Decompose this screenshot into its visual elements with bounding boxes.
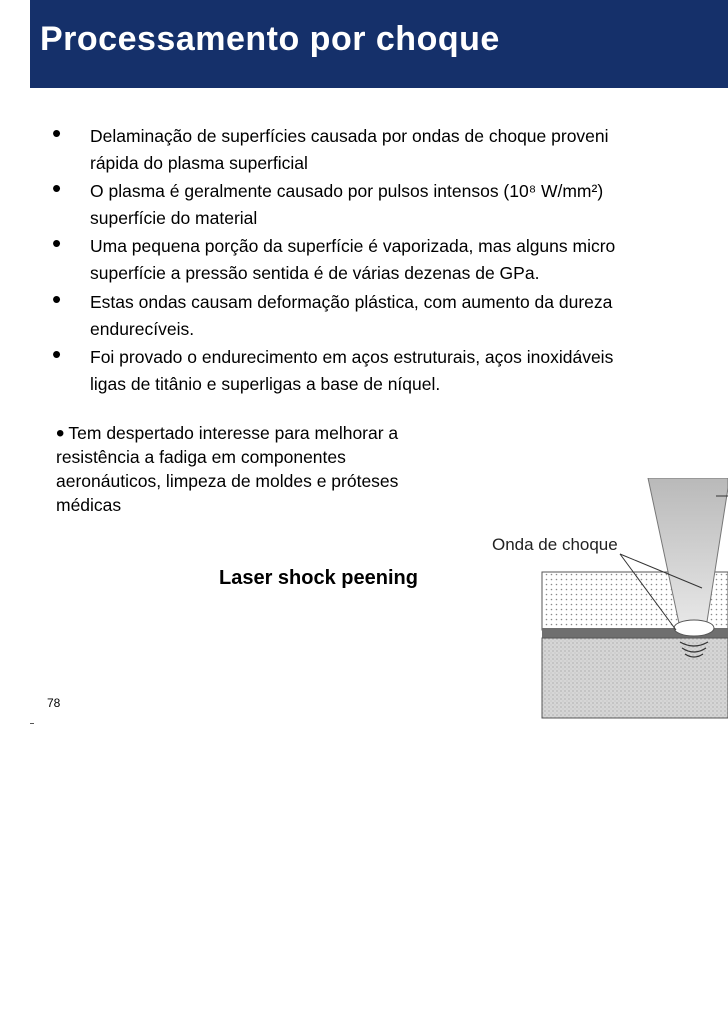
bullet-line: O plasma é geralmente causado por pulsos intensos (10⁸ W/mm²) xyxy=(90,181,604,201)
bullet-line: superfície a pressão sentida é de várias dezenas de GPa. xyxy=(90,263,540,283)
bullet-dot: • xyxy=(52,284,62,314)
bullet-line: Estas ondas causam deformação plástica, com aumento da dureza xyxy=(90,292,613,312)
laser-shock-peening-diagram xyxy=(480,478,728,725)
secondary-line: médicas xyxy=(56,495,122,515)
bullet-dot: • xyxy=(56,420,65,447)
secondary-bullet xyxy=(56,421,398,517)
plasma xyxy=(674,620,714,636)
bullet-line: endurecíveis. xyxy=(90,319,195,339)
slide-title: Processamento por choque xyxy=(40,20,500,58)
material-substrate xyxy=(542,638,728,718)
bullet-dot: • xyxy=(52,339,62,369)
bullet-line: Foi provado o endurecimento em aços estruturais, aços inoxidáveis xyxy=(90,347,614,367)
divider xyxy=(30,723,34,724)
bullet-dot: • xyxy=(52,118,62,148)
shock-wave-label: Onda de choque xyxy=(492,535,618,554)
figure-caption: Laser shock peening xyxy=(219,567,418,589)
bullet-line: rápida do plasma superficial xyxy=(90,153,308,173)
page-number: 78 xyxy=(47,696,61,710)
secondary-line: aeronáuticos, limpeza de moldes e próteses xyxy=(56,471,399,491)
secondary-line: resistência a fadiga em componentes xyxy=(56,447,346,467)
bullet-line: superfície do material xyxy=(90,208,258,228)
bullet-line: ligas de titânio e superligas a base de níquel. xyxy=(90,374,441,394)
bullet-dot: • xyxy=(52,228,62,258)
bullet-dot: • xyxy=(52,173,62,203)
secondary-line: Tem despertado interesse para melhorar a xyxy=(68,423,399,443)
bullet-line: Uma pequena porção da superfície é vaporizada, mas alguns micro xyxy=(90,236,616,256)
bullet-line: Delaminação de superfícies causada por ondas de choque proveni xyxy=(90,126,609,146)
